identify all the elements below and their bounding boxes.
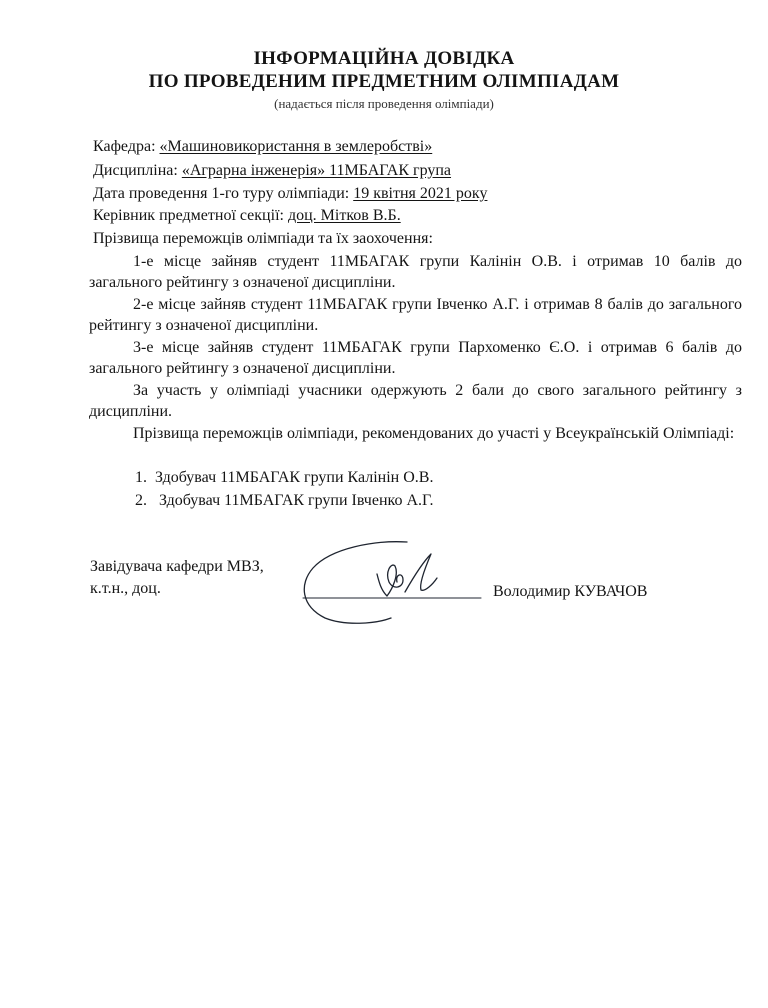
winners-heading: Прізвища переможців олімпіади та їх заохочення:	[93, 230, 433, 247]
signatory-name: Володимир КУВАЧОВ	[493, 583, 648, 600]
list-item-number: 1.	[135, 469, 147, 486]
first-place-text: 1-е місце зайняв студент 11МБАГАК групи Калінін О.В. і отримав 10 балів до загального рейтингу з означеної дисципліни.	[89, 253, 742, 291]
signatory-position	[90, 556, 264, 600]
date-label: Дата проведення 1-го туру олімпіади:	[93, 185, 354, 202]
document-title-line1: ІНФОРМАЦІЙНА ДОВІДКА	[253, 48, 515, 69]
discipline-label: Дисципліна:	[93, 162, 182, 179]
recommended-list-item	[135, 492, 433, 510]
department-value: «Машиновикористання в землеробстві»	[159, 138, 433, 155]
third-place-text: 3-е місце зайняв студент 11МБАГАК групи Пархоменко Є.О. і отримав 6 балів до загального рейтингу з означеної дисципліни.	[89, 339, 742, 377]
second-place-paragraph	[89, 294, 742, 336]
first-place-paragraph	[89, 251, 742, 293]
discipline-value: «Аграрна інженерія» 11МБАГАК група	[181, 162, 452, 179]
third-place-paragraph	[89, 337, 742, 379]
list-item-text: Здобувач 11МБАГАК групи Івченко А.Г.	[159, 492, 434, 509]
signatory-position-line1: Завідувача кафедри МВЗ,	[90, 558, 264, 575]
signatory-position-line2: к.т.н., доц.	[90, 580, 161, 597]
handwritten-signature	[295, 538, 495, 630]
participation-paragraph	[89, 380, 742, 422]
department-field	[93, 138, 432, 156]
recommended-text: Прізвища переможців олімпіади, рекомендованих до участі у Всеукраїнській Олімпіаді:	[133, 425, 735, 442]
participation-text: За участь у олімпіаді учасники одержують 2 бали до свого загального рейтингу з дисципліни.	[89, 382, 742, 420]
list-item-text: Здобувач 11МБАГАК групи Калінін О.В.	[155, 469, 434, 486]
second-place-text: 2-е місце зайняв студент 11МБАГАК групи Івченко А.Г. і отримав 8 балів до загального рейтингу з означеної дисципліни.	[89, 296, 742, 334]
date-value: 19 квітня 2021 року	[353, 185, 488, 202]
section-head-field	[93, 207, 401, 225]
recommended-paragraph	[89, 423, 742, 444]
discipline-field	[93, 162, 451, 180]
section-head-label: Керівник предметної секції:	[93, 207, 288, 224]
section-head-value: доц. Мітков В.Б.	[287, 207, 401, 224]
department-label: Кафедра:	[93, 138, 160, 155]
date-field	[93, 185, 487, 203]
document-subtitle: (надається після проведення олімпіади)	[274, 96, 494, 111]
document-title-line2: ПО ПРОВЕДЕНИМ ПРЕДМЕТНИМ ОЛІМПІАДАМ	[148, 71, 620, 92]
recommended-list-item	[135, 469, 433, 487]
list-item-number: 2.	[135, 492, 147, 509]
